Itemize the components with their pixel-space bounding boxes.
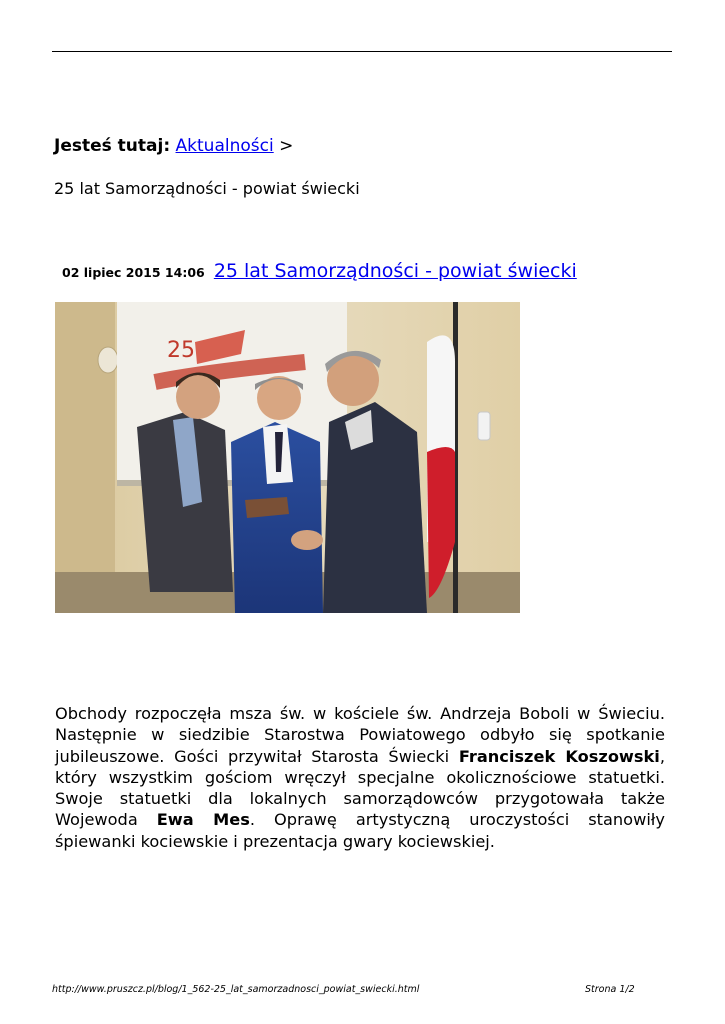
footer-page-number: Strona 1/2 <box>585 984 635 995</box>
breadcrumb-link-news[interactable]: Aktualności <box>175 136 274 156</box>
svg-text:25: 25 <box>167 338 195 363</box>
article-title-link[interactable]: 25 lat Samorządności - powiat świecki <box>213 260 577 282</box>
page-title: 25 lat Samorządności - powiat świecki <box>54 179 360 198</box>
article-text-part-1: Obchody rozpoczęła msza św. w kościele św. Andrzeja Boboli w Świeciu. Następnie w siedzibie Starostwa Powiatowego odbyło się spotkanie jubileuszowe. Gości przywitał Starosta Świecki <box>55 704 665 766</box>
article-meta <box>62 260 577 282</box>
breadcrumb <box>54 135 293 157</box>
footer-url: http://www.pruszcz.pl/blog/1_562-25_lat_samorzadnosci_powiat_swiecki.html <box>52 984 420 995</box>
breadcrumb-separator: > <box>279 136 294 156</box>
article-photo <box>55 302 520 613</box>
person-name-wojewoda: Ewa Mes <box>156 810 250 830</box>
article-text-part-2: , który wszystkim gościom wręczył specjalne okolicznościowe statuetki. Swoje statuetki dla lokalnych samorządowców przygotowała także Wojewoda <box>55 746 665 830</box>
article-text-part-3: . Oprawę artystyczną uroczystości stanowiły śpiewanki kociewskie i prezentacja gwary kociewskiej. <box>55 810 665 851</box>
top-rule <box>52 51 672 52</box>
article-body <box>55 703 665 852</box>
article-date: 02 lipiec 2015 14:06 <box>62 265 205 280</box>
breadcrumb-label: Jesteś tutaj: <box>54 136 171 156</box>
person-name-starosta: Franciszek Koszowski <box>458 746 660 766</box>
